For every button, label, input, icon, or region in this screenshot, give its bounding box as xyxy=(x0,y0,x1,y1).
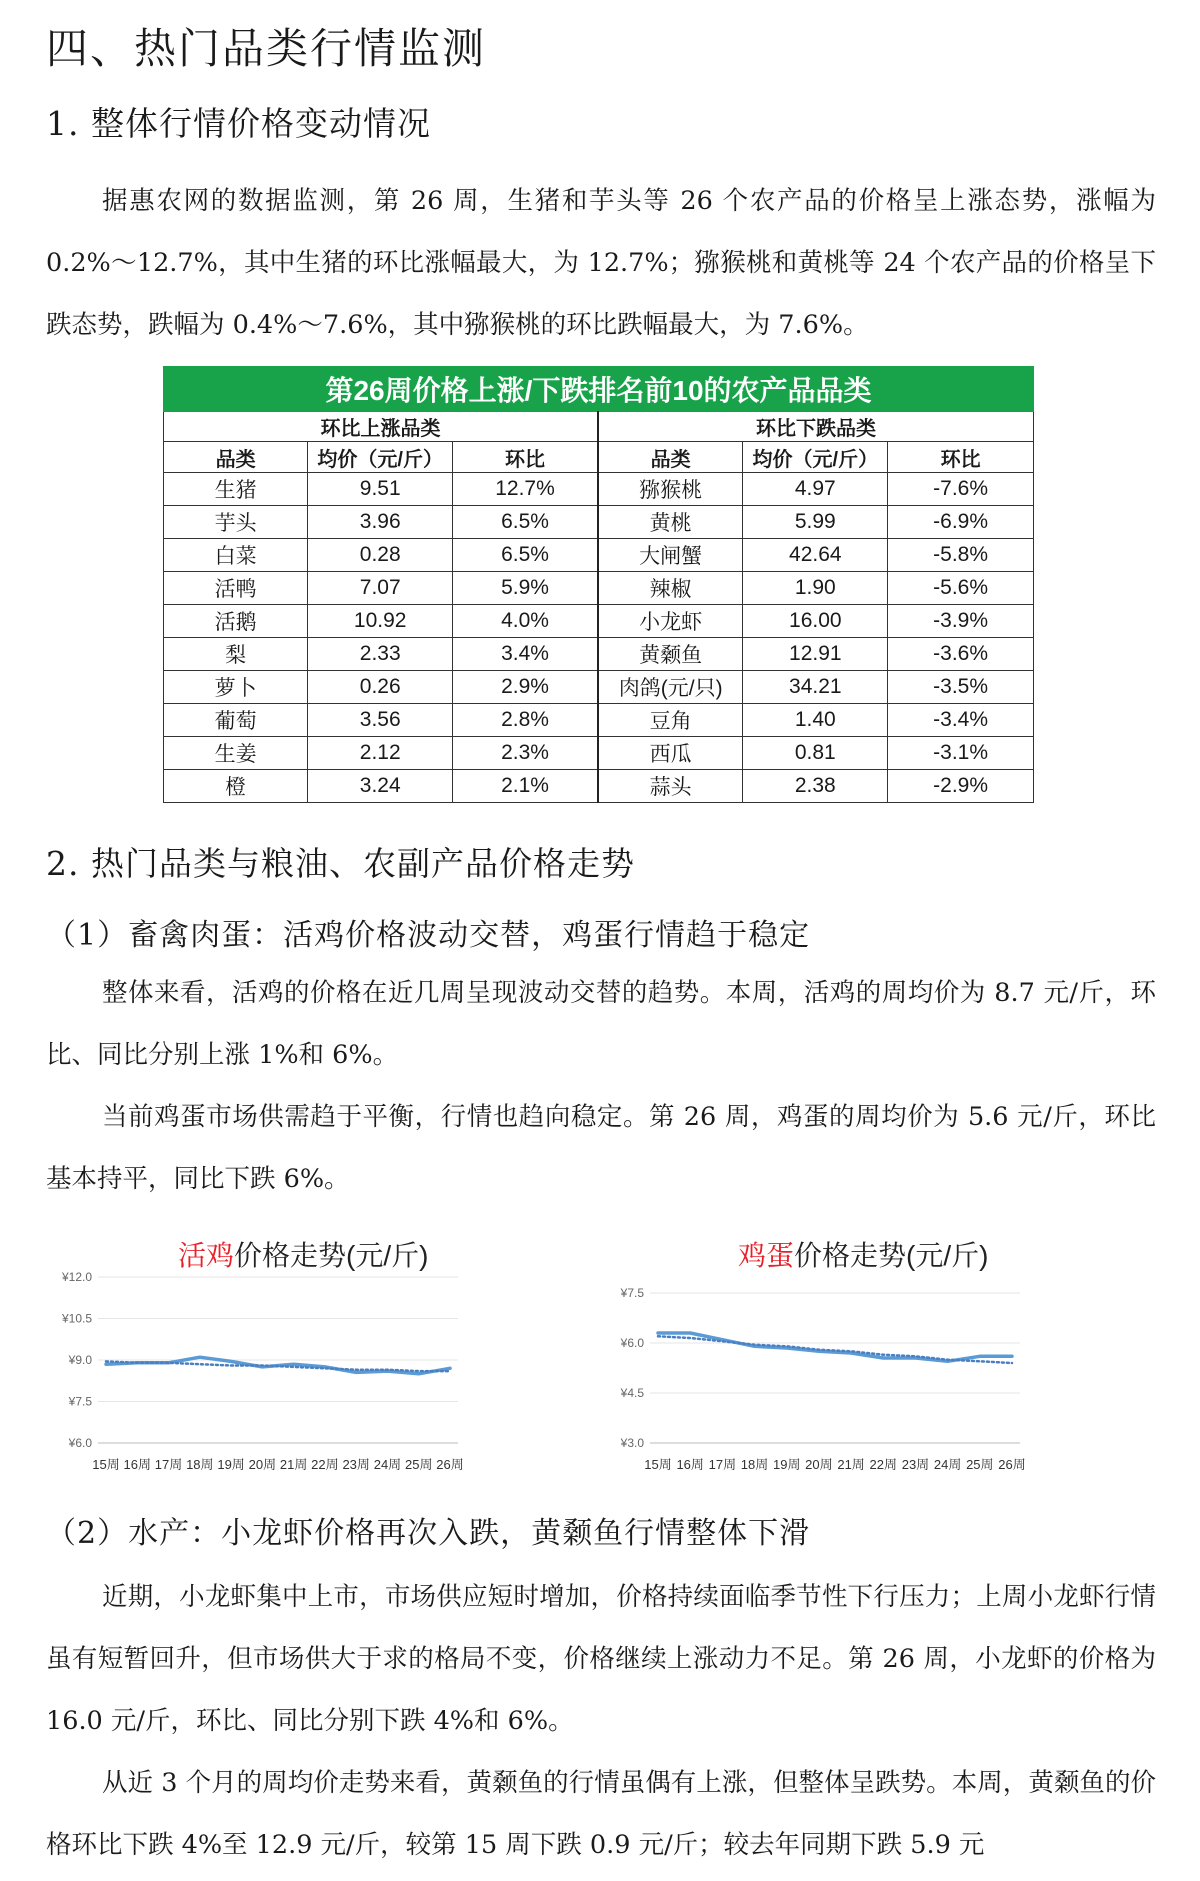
table-cell: 大闸蟹 xyxy=(598,539,743,572)
y-tick-label: ¥7.5 xyxy=(68,1394,92,1409)
table-cell: 白菜 xyxy=(164,539,308,572)
table-cell: 7.07 xyxy=(308,572,453,605)
y-tick-label: ¥7.5 xyxy=(620,1286,644,1300)
table-cell: -3.4% xyxy=(888,704,1034,737)
x-tick-label: 24周 xyxy=(933,1457,962,1472)
table-row xyxy=(164,770,1034,803)
y-tick-label: ¥6.0 xyxy=(68,1436,92,1450)
table-cell: -3.1% xyxy=(888,737,1034,770)
table-cell: 橙 xyxy=(164,770,308,803)
crayfish-paragraph: 近期，小龙虾集中上市，市场供应短时增加，价格持续面临季节性下行压力；上周小龙虾行情虽有短暂回升，但市场供大于求的格局不变，价格继续上涨动力不足。第 26 周，小龙虾的价格为 16.0 元/斤，环比、同比分别下跌 4%和 6%。 xyxy=(46,1582,1156,1736)
table-cell: -6.9% xyxy=(888,506,1034,539)
x-tick-label: 21周 xyxy=(837,1457,865,1472)
table-cell: 3.96 xyxy=(308,506,453,539)
table-row xyxy=(164,671,1034,704)
table-cell: 6.5% xyxy=(453,506,598,539)
table-cell: 生姜 xyxy=(164,737,308,770)
table-cell: 3.4% xyxy=(453,638,598,671)
fall-group-header: 环比下跌品类 xyxy=(598,412,1034,442)
price-line xyxy=(658,1333,1012,1361)
table-cell: 蒜头 xyxy=(598,770,743,803)
table-cell: 12.7% xyxy=(453,473,598,506)
table-cell: 萝卜 xyxy=(164,671,308,704)
table-title: 第26周价格上涨/下跌排名前10的农产品品类 xyxy=(164,367,1034,412)
table-cell: 16.00 xyxy=(743,605,888,638)
table-cell: 活鸭 xyxy=(164,572,308,605)
x-tick-label: 17周 xyxy=(154,1457,183,1472)
table-cell: 2.3% xyxy=(453,737,598,770)
x-tick-label: 25周 xyxy=(404,1457,433,1472)
chicken-price-chart xyxy=(40,1226,560,1506)
table-cell: 0.26 xyxy=(308,671,453,704)
aquatic-heading: （2）水产：小龙虾价格再次入跌，黄颡鱼行情整体下滑 xyxy=(46,1516,811,1551)
x-tick-label: 15周 xyxy=(92,1457,120,1472)
x-tick-label: 26周 xyxy=(436,1457,464,1472)
chart-title-text: 价格走势(元/斤) xyxy=(794,1240,989,1271)
table-cell: 猕猴桃 xyxy=(598,473,743,506)
section-title: 四、热门品类行情监测 xyxy=(46,24,487,73)
table-cell: 2.8% xyxy=(453,704,598,737)
table-cell: 黄桃 xyxy=(598,506,743,539)
catfish-paragraph: 从近 3 个月的周均价走势来看，黄颡鱼的行情虽偶有上涨，但整体呈跌势。本周，黄颡鱼的价格环比下跌 4%至 12.9 元/斤，较第 15 周下跌 0.9 元/斤；较去年同期下跌 5.9 元 xyxy=(46,1768,1156,1860)
table-cell: 黄颡鱼 xyxy=(598,638,743,671)
y-tick-label: ¥10.5 xyxy=(61,1311,92,1326)
chart-title-text: 价格走势(元/斤) xyxy=(234,1240,429,1271)
x-tick-label: 20周 xyxy=(805,1457,833,1472)
table-cell: -5.8% xyxy=(888,539,1034,572)
x-tick-label: 22周 xyxy=(869,1457,898,1472)
egg-price-chart xyxy=(600,1226,1120,1506)
chicken-paragraph: 整体来看，活鸡的价格在近几周呈现波动交替的趋势。本周，活鸡的周均价为 8.7 元/斤，环比、同比分别上涨 1%和 6%。 xyxy=(46,978,1156,1070)
y-tick-label: ¥9.0 xyxy=(68,1353,92,1367)
table-row xyxy=(164,506,1034,539)
livestock-heading: （1）畜禽肉蛋：活鸡价格波动交替，鸡蛋行情趋于稳定 xyxy=(46,918,811,953)
chart-title-highlight: 鸡蛋 xyxy=(738,1240,795,1271)
table-cell: 生猪 xyxy=(164,473,308,506)
price-ranking-table xyxy=(163,366,1034,803)
table-cell: 5.9% xyxy=(453,572,598,605)
x-tick-label: 22周 xyxy=(311,1457,339,1472)
x-tick-label: 26周 xyxy=(998,1457,1026,1472)
table-cell: 42.64 xyxy=(743,539,888,572)
x-tick-label: 19周 xyxy=(772,1457,801,1472)
table-cell: 5.99 xyxy=(743,506,888,539)
table-row xyxy=(164,572,1034,605)
table-cell: 34.21 xyxy=(743,671,888,704)
x-tick-label: 18周 xyxy=(186,1457,214,1472)
x-tick-label: 23周 xyxy=(901,1457,930,1472)
table-cell: 梨 xyxy=(164,638,308,671)
x-tick-label: 25周 xyxy=(966,1457,994,1472)
x-tick-label: 21周 xyxy=(279,1457,308,1472)
trend-line xyxy=(106,1361,450,1371)
table-cell: -5.6% xyxy=(888,572,1034,605)
rise-group-header: 环比上涨品类 xyxy=(164,412,598,442)
col-header: 均价（元/斤） xyxy=(743,442,888,473)
col-header: 品类 xyxy=(164,442,308,473)
table-cell: 1.90 xyxy=(743,572,888,605)
table-cell: -3.5% xyxy=(888,671,1034,704)
table-cell: 3.24 xyxy=(308,770,453,803)
table-row xyxy=(164,605,1034,638)
table-cell: 10.92 xyxy=(308,605,453,638)
table-row xyxy=(164,638,1034,671)
table-cell: 2.1% xyxy=(453,770,598,803)
x-tick-label: 20周 xyxy=(248,1457,277,1472)
table-cell: 葡萄 xyxy=(164,704,308,737)
y-tick-label: ¥12.0 xyxy=(61,1270,92,1284)
table-cell: 0.28 xyxy=(308,539,453,572)
table-cell: 0.81 xyxy=(743,737,888,770)
table-cell: -3.9% xyxy=(888,605,1034,638)
table-cell: 1.40 xyxy=(743,704,888,737)
table-cell: 西瓜 xyxy=(598,737,743,770)
y-tick-label: ¥4.5 xyxy=(620,1386,644,1400)
table-cell: 辣椒 xyxy=(598,572,743,605)
table-cell: 3.56 xyxy=(308,704,453,737)
overview-paragraph: 据惠农网的数据监测，第 26 周，生猪和芋头等 26 个农产品的价格呈上涨态势，涨幅为 0.2%～12.7%，其中生猪的环比涨幅最大，为 12.7%；猕猴桃和黄桃等 24 个农产品的价格呈下跌态势，跌幅为 0.4%～7.6%，其中猕猴桃的环比跌幅最大，为 7.6%。 xyxy=(46,186,1156,340)
table-cell: -7.6% xyxy=(888,473,1034,506)
table-row xyxy=(164,473,1034,506)
chart-plot xyxy=(40,1226,560,1506)
table-cell: 9.51 xyxy=(308,473,453,506)
table-row xyxy=(164,704,1034,737)
chart-title-highlight: 活鸡 xyxy=(178,1240,235,1271)
table-cell: -3.6% xyxy=(888,638,1034,671)
x-tick-label: 23周 xyxy=(342,1457,370,1472)
x-tick-label: 18周 xyxy=(740,1457,769,1472)
x-tick-label: 16周 xyxy=(676,1457,704,1472)
x-tick-label: 17周 xyxy=(708,1457,737,1472)
chart-plot xyxy=(600,1226,1120,1506)
y-tick-label: ¥3.0 xyxy=(620,1436,644,1450)
table-cell: 2.38 xyxy=(743,770,888,803)
table-cell: 芋头 xyxy=(164,506,308,539)
table-row xyxy=(164,539,1034,572)
table-cell: 4.97 xyxy=(743,473,888,506)
table-header-row xyxy=(164,442,1034,473)
table-cell: 2.33 xyxy=(308,638,453,671)
subsection-title-1: 1. 整体行情价格变动情况 xyxy=(46,104,431,143)
table-cell: 6.5% xyxy=(453,539,598,572)
table-cell: 活鹅 xyxy=(164,605,308,638)
table-cell: 2.9% xyxy=(453,671,598,704)
y-tick-label: ¥6.0 xyxy=(620,1336,644,1350)
col-header: 品类 xyxy=(598,442,743,473)
table-cell: 豆角 xyxy=(598,704,743,737)
table-row xyxy=(164,737,1034,770)
egg-paragraph: 当前鸡蛋市场供需趋于平衡，行情也趋向稳定。第 26 周，鸡蛋的周均价为 5.6 元/斤，环比基本持平，同比下跌 6%。 xyxy=(46,1102,1156,1194)
table-cell: 肉鸽(元/只) xyxy=(598,671,743,704)
col-header: 环比 xyxy=(888,442,1034,473)
table-cell: 4.0% xyxy=(453,605,598,638)
subsection-title-2: 2. 热门品类与粮油、农副产品价格走势 xyxy=(46,844,635,883)
table-cell: -2.9% xyxy=(888,770,1034,803)
x-tick-label: 15周 xyxy=(644,1457,672,1472)
col-header: 环比 xyxy=(453,442,598,473)
table-cell: 小龙虾 xyxy=(598,605,743,638)
col-header: 均价（元/斤） xyxy=(308,442,453,473)
x-tick-label: 16周 xyxy=(123,1457,152,1472)
table-cell: 12.91 xyxy=(743,638,888,671)
table-cell: 2.12 xyxy=(308,737,453,770)
x-tick-label: 24周 xyxy=(373,1457,402,1472)
x-tick-label: 19周 xyxy=(217,1457,245,1472)
